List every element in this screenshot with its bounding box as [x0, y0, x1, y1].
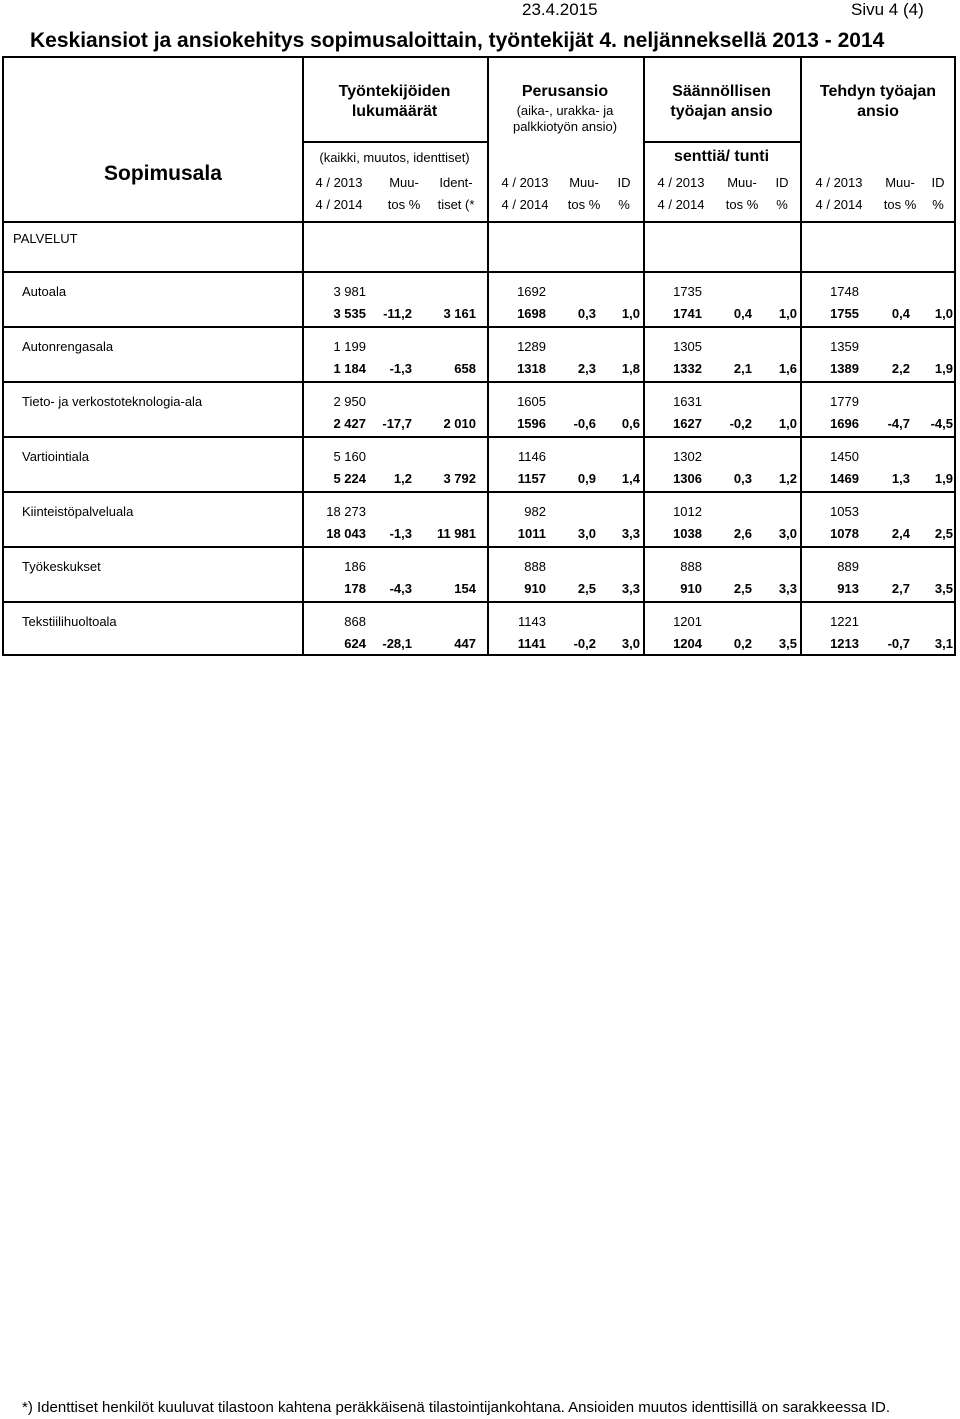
col-period-base: 4 / 2013 4 / 2014: [501, 175, 549, 212]
col-change-base: Muu- tos %: [567, 175, 601, 212]
table-cell: 1741: [673, 306, 702, 321]
table-cell: 982: [524, 504, 546, 519]
base-pay-subheader: (aika-, urakka- ja palkkiotyön ansio): [512, 103, 618, 134]
table-cell: 1078: [830, 526, 859, 541]
table-cell: -0,2: [729, 416, 752, 431]
table-cell: 1 199: [333, 339, 366, 354]
table-cell: 1213: [830, 636, 859, 651]
workers-subheader: (kaikki, muutos, identtiset): [319, 150, 470, 165]
table-cell: 2,3: [577, 361, 596, 376]
table-cell: -1,3: [389, 361, 412, 376]
table-cell: -1,3: [389, 526, 412, 541]
table-cell: 2 427: [333, 416, 366, 431]
header-divider: [302, 141, 487, 143]
table-cell: 2,7: [891, 581, 910, 596]
table-cell: 1221: [830, 614, 859, 629]
table-cell: 1605: [517, 394, 546, 409]
table-cell: 2,5: [733, 581, 752, 596]
row-divider: [2, 601, 956, 603]
table-cell: 1201: [673, 614, 702, 629]
table-cell: 1318: [517, 361, 546, 376]
row-divider: [2, 326, 956, 328]
table-cell: 1,9: [934, 361, 953, 376]
table-cell: 1,4: [621, 471, 640, 486]
table-cell: 1596: [517, 416, 546, 431]
table-cell: 1204: [673, 636, 702, 651]
table-cell: 889: [837, 559, 859, 574]
row-label: Tekstiilihuoltoala: [22, 614, 117, 629]
table-cell: 0,4: [891, 306, 910, 321]
table-cell: 1631: [673, 394, 702, 409]
footnote: *) Identtiset henkilöt kuuluvat tilastoon kahtena peräkkäisenä tilastointijankohtana. Ansioiden muutos identtisillä on sarakkeessa ID.: [22, 1399, 891, 1416]
table-cell: 3,0: [621, 636, 640, 651]
table-cell: 1779: [830, 394, 859, 409]
table-cell: -0,6: [573, 416, 596, 431]
table-cell: 1302: [673, 449, 702, 464]
table-cell: 888: [524, 559, 546, 574]
table-cell: 888: [680, 559, 702, 574]
table-cell: 178: [344, 581, 366, 596]
table-cell: 5 224: [333, 471, 366, 486]
table-cell: 1012: [673, 504, 702, 519]
table-cell: -0,7: [887, 636, 910, 651]
table-cell: 0,4: [733, 306, 752, 321]
table-cell: 0,3: [577, 306, 596, 321]
table-cell: 0,3: [733, 471, 752, 486]
table-cell: 1,0: [778, 416, 797, 431]
table-cell: 624: [344, 636, 366, 651]
col-period-worked: 4 / 2013 4 / 2014: [815, 175, 863, 212]
col-ident-workers: Ident- tiset (*: [437, 175, 475, 212]
table-cell: 1359: [830, 339, 859, 354]
table-cell: 1696: [830, 416, 859, 431]
row-divider: [2, 381, 956, 383]
table-cell: 3 535: [333, 306, 366, 321]
row-label: Autoala: [22, 284, 67, 299]
table-cell: 0,2: [733, 636, 752, 651]
table-cell: 2 010: [443, 416, 476, 431]
table-cell: -4,7: [887, 416, 910, 431]
report-date: 23.4.2015: [522, 0, 598, 19]
section-label: PALVELUT: [13, 231, 78, 246]
table-cell: -11,2: [383, 306, 412, 321]
table-cell: -17,7: [382, 416, 412, 431]
worked-pay-header: Tehdyn työajan ansio: [819, 83, 937, 120]
table-cell: 1 184: [333, 361, 366, 376]
table-cell: 1,8: [621, 361, 640, 376]
table-cell: 1450: [830, 449, 859, 464]
table-cell: 1,3: [891, 471, 910, 486]
table-cell: 0,9: [577, 471, 596, 486]
table-cell: 1305: [673, 339, 702, 354]
row-label: Autonrengasala: [22, 339, 114, 354]
table-cell: 3 981: [333, 284, 366, 299]
row-divider: [2, 491, 956, 493]
row-divider: [2, 436, 956, 438]
table-cell: 913: [837, 581, 859, 596]
table-cell: -0,2: [573, 636, 596, 651]
table-cell: 1143: [518, 614, 546, 629]
table-cell: 1157: [517, 471, 546, 486]
table-cell: 154: [454, 581, 476, 596]
table-cell: 3 161: [443, 306, 476, 321]
table-cell: 1698: [517, 306, 546, 321]
table-cell: 1011: [517, 526, 546, 541]
table-cell: 3,1: [934, 636, 953, 651]
table-cell: 910: [680, 581, 702, 596]
table-cell: 1,6: [778, 361, 797, 376]
table-cell: 3,3: [621, 581, 640, 596]
table-cell: 1141: [517, 636, 546, 651]
table-cell: 1,9: [934, 471, 953, 486]
table-cell: 1,0: [778, 306, 797, 321]
page-number: Sivu 4 (4): [851, 0, 924, 19]
table-cell: -4,5: [930, 416, 953, 431]
table-cell: 1,2: [393, 471, 412, 486]
col-id-regular: ID %: [775, 175, 789, 212]
table-cell: 5 160: [333, 449, 366, 464]
table-cell: 2,2: [891, 361, 910, 376]
col-change-regular: Muu- tos %: [725, 175, 759, 212]
table-cell: 447: [454, 636, 476, 651]
table-cell: 11 981: [436, 526, 476, 541]
col-period-workers: 4 / 2013 4 / 2014: [315, 175, 363, 212]
table-cell: 3,3: [778, 581, 797, 596]
table-cell: 1627: [673, 416, 702, 431]
col-id-base: ID %: [617, 175, 631, 212]
table-cell: 1053: [830, 504, 859, 519]
table-cell: 1,0: [621, 306, 640, 321]
row-label: Vartiointiala: [22, 449, 89, 464]
table-cell: 0,6: [621, 416, 640, 431]
table-cell: 1,2: [778, 471, 797, 486]
section-divider: [2, 271, 956, 273]
table-cell: 186: [344, 559, 366, 574]
regular-pay-header: Säännöllisen työajan ansio: [670, 83, 773, 120]
table-cell: 910: [524, 581, 546, 596]
sopimusala-header: Sopimusala: [104, 162, 222, 185]
table-cell: 3,5: [934, 581, 953, 596]
base-pay-header: Perusansio: [521, 83, 609, 100]
row-label: Kiinteistöpalveluala: [22, 504, 134, 519]
col-change-worked: Muu- tos %: [883, 175, 917, 212]
table-cell: 1692: [517, 284, 546, 299]
table-cell: 1389: [830, 361, 859, 376]
table-cell: 1735: [673, 284, 702, 299]
table-cell: 3 792: [443, 471, 476, 486]
table-cell: 1289: [517, 339, 546, 354]
table-cell: 1038: [673, 526, 702, 541]
header-divider: [643, 141, 800, 143]
table-cell: 868: [344, 614, 366, 629]
table-cell: 3,0: [778, 526, 797, 541]
table-cell: 2,5: [934, 526, 953, 541]
row-label: Tieto- ja verkostoteknologia-ala: [22, 394, 203, 409]
table-cell: 2,6: [733, 526, 752, 541]
table-cell: 658: [454, 361, 476, 376]
table-cell: 3,0: [577, 526, 596, 541]
table-cell: 2,5: [577, 581, 596, 596]
table-cell: 1469: [830, 471, 859, 486]
col-id-worked: ID %: [931, 175, 945, 212]
table-cell: 1755: [830, 306, 859, 321]
table-cell: 3,5: [778, 636, 797, 651]
row-label: Työkeskukset: [22, 559, 101, 574]
workers-header: Työntekijöiden lukumäärät: [338, 83, 451, 120]
header-divider: [2, 221, 956, 223]
table-cell: -28,1: [382, 636, 412, 651]
col-change-workers: Muu- tos %: [387, 175, 421, 212]
table-cell: 18 273: [326, 504, 366, 519]
report-title: Keskiansiot ja ansiokehitys sopimusaloittain, työntekijät 4. neljänneksellä 2013 - 2014: [30, 29, 885, 52]
table-cell: 2 950: [333, 394, 366, 409]
table-cell: -4,3: [389, 581, 412, 596]
table-cell: 1146: [518, 449, 546, 464]
unit-label: senttiä/ tunti: [673, 148, 770, 165]
table-cell: 1,0: [934, 306, 953, 321]
table-cell: 18 043: [326, 526, 366, 541]
table-cell: 1748: [830, 284, 859, 299]
table-cell: 1332: [673, 361, 702, 376]
table-cell: 3,3: [621, 526, 640, 541]
row-divider: [2, 546, 956, 548]
table-cell: 2,4: [891, 526, 910, 541]
table-cell: 2,1: [733, 361, 752, 376]
col-period-regular: 4 / 2013 4 / 2014: [657, 175, 705, 212]
table-cell: 1306: [673, 471, 702, 486]
